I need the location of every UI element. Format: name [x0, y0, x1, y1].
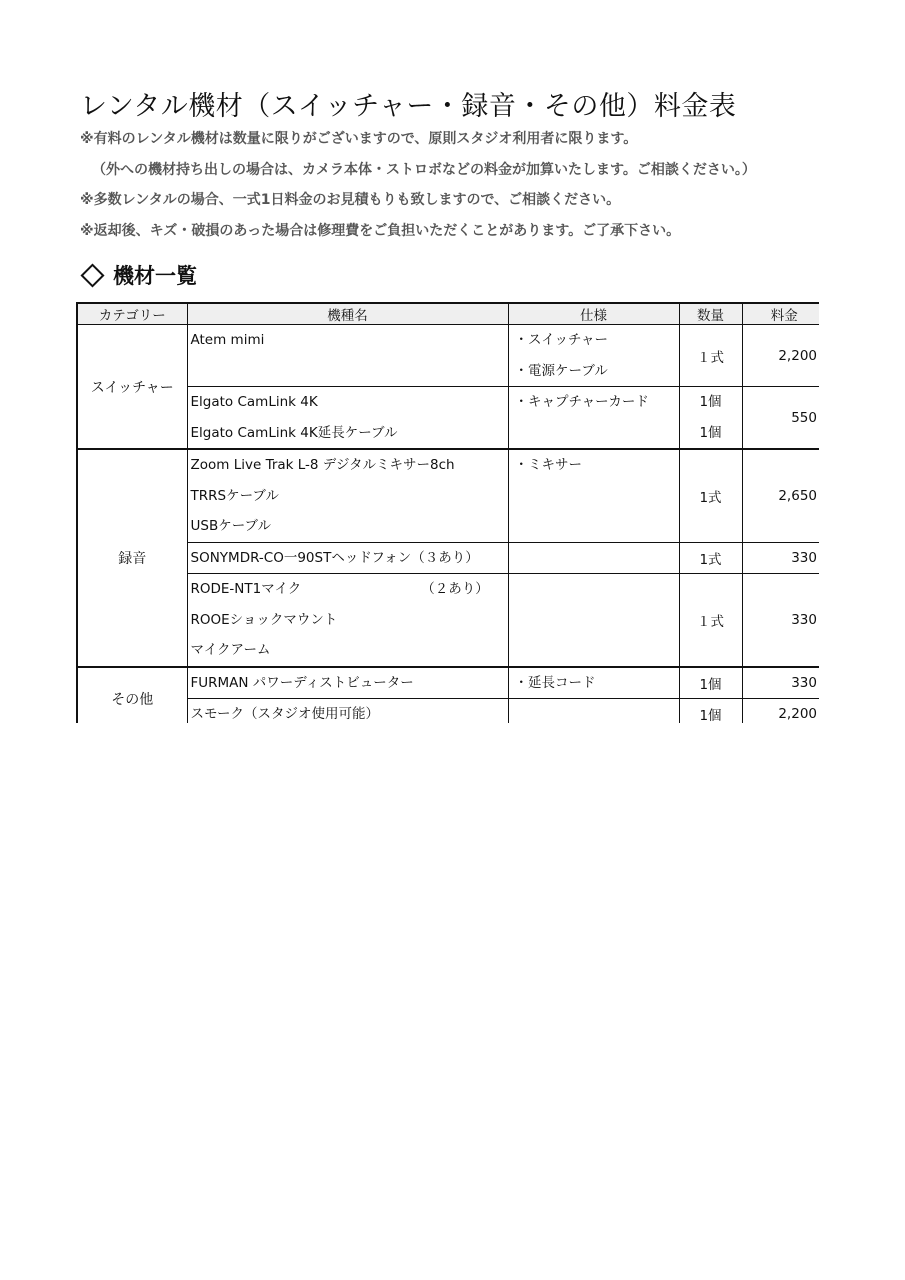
item-name: Elgato CamLink 4K — [190, 394, 318, 410]
table-row — [77, 325, 819, 387]
spec-cell — [508, 542, 679, 574]
table-header-row — [77, 303, 819, 325]
table-row — [77, 449, 819, 542]
qty-cell: 1個 — [679, 667, 742, 699]
qty-cell — [679, 387, 742, 450]
item-name — [191, 574, 508, 605]
name-cell — [187, 325, 508, 387]
spec-cell — [508, 667, 679, 699]
table-row — [77, 387, 819, 450]
price-cell: 330 — [742, 542, 819, 574]
item-spec — [515, 699, 679, 723]
equipment-table-wrapper — [76, 302, 819, 723]
name-cell — [187, 699, 508, 724]
spec-cell — [508, 574, 679, 667]
section-heading — [80, 260, 197, 290]
diamond-icon — [80, 263, 104, 287]
spec-cell — [508, 449, 679, 542]
item-spec — [515, 543, 679, 574]
item-name: ROOEショックマウント — [190, 611, 338, 628]
item-qty: 1個 — [699, 394, 722, 410]
item-name: スモーク（スタジオ使用可能） — [190, 706, 379, 722]
name-cell — [187, 574, 508, 667]
item-name: USBケーブル — [190, 518, 271, 534]
category-cell-switcher: スイッチャー — [77, 325, 187, 450]
header-qty: 数量 — [679, 303, 742, 325]
item-spec: ・キャプチャーカード — [514, 394, 649, 410]
notes-list — [80, 128, 756, 250]
table-row — [77, 699, 819, 724]
item-qty: 1個 — [699, 424, 722, 441]
spec-cell — [508, 699, 679, 724]
table-row — [77, 542, 819, 574]
category-cell-recording: 録音 — [77, 449, 187, 667]
name-cell — [187, 387, 508, 450]
price-cell: 550 — [742, 387, 819, 450]
item-name: FURMAN パワーディストビューター — [190, 674, 414, 691]
qty-cell: 1個 — [679, 699, 742, 724]
name-cell — [187, 542, 508, 574]
item-spec: ・延長コード — [514, 674, 596, 691]
name-cell — [187, 667, 508, 699]
item-name-text: RODE-NT1マイク — [190, 581, 302, 597]
item-spec: ・ミキサー — [514, 457, 582, 473]
item-name: Elgato CamLink 4K延長ケーブル — [190, 424, 398, 441]
qty-cell: １式 — [679, 325, 742, 387]
item-spec: ・電源ケーブル — [514, 362, 608, 379]
page-title: レンタル機材（スイッチャー・録音・その他）料金表 — [80, 91, 737, 122]
item-name-note: （２あり） — [421, 581, 489, 597]
qty-cell: １式 — [679, 574, 742, 667]
equipment-table — [76, 302, 819, 723]
item-spec — [515, 574, 679, 605]
item-name — [191, 356, 508, 387]
item-name: TRRSケーブル — [190, 487, 279, 504]
item-spec: ・スイッチャー — [514, 332, 609, 348]
price-cell: 2,200 — [742, 699, 819, 724]
note-item: ※多数レンタルの場合、一式1日料金のお見積もりも致しますので、ご相談ください。 — [80, 192, 621, 208]
item-name: マイクアーム — [190, 642, 271, 658]
qty-cell: 1式 — [679, 449, 742, 542]
name-cell — [187, 449, 508, 542]
item-name: SONYMDR-CO一90STヘッドフォン（３あり） — [190, 549, 479, 566]
price-cell: 2,650 — [742, 449, 819, 542]
header-price: 料金 — [742, 303, 819, 325]
price-cell: 330 — [742, 667, 819, 699]
note-item: ※有料のレンタル機材は数量に限りがございますので、原則スタジオ利用者に限ります。 — [80, 131, 638, 147]
qty-cell: 1式 — [679, 542, 742, 574]
category-cell-other: その他 — [77, 667, 187, 724]
header-category: カテゴリー — [77, 303, 187, 325]
header-spec: 仕様 — [508, 303, 679, 325]
spec-cell — [508, 325, 679, 387]
price-cell: 2,200 — [742, 325, 819, 387]
header-name: 機種名 — [187, 303, 508, 325]
note-item: ※返却後、キズ・破損のあった場合は修理費をご負担いただくことがあります。ご了承下さい。 — [80, 222, 681, 239]
section-title: 機材一覧 — [113, 264, 197, 288]
item-name: Zoom Live Trak L-8 デジタルミキサー8ch — [190, 457, 455, 473]
spec-cell — [508, 387, 679, 450]
note-item: （外への機材持ち出しの場合は、カメラ本体・ストロボなどの料金が加算いたします。ご相談ください。） — [92, 161, 756, 178]
price-cell: 330 — [742, 574, 819, 667]
item-name: Atem mimi — [190, 332, 265, 348]
table-row — [77, 574, 819, 667]
table-row — [77, 667, 819, 699]
